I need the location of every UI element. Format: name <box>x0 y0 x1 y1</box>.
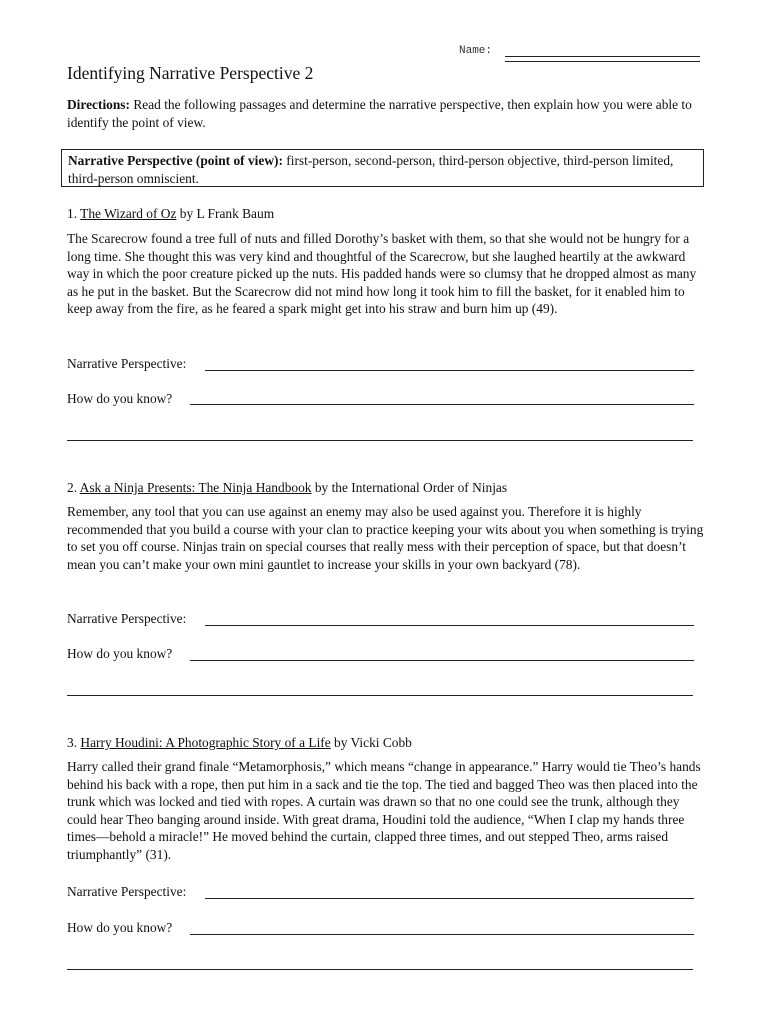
perspective-box-label: Narrative Perspective (point of view): <box>68 153 283 168</box>
question-2-perspective-label: Narrative Perspective: <box>67 611 187 626</box>
directions-text: Read the following passages and determine the narrative perspective, then explain how you were able to identify the point of view. <box>67 97 692 130</box>
directions-label: Directions: <box>67 97 130 112</box>
question-2-perspective-answer-line[interactable] <box>205 625 694 626</box>
question-3-how-label: How do you know? <box>67 920 173 935</box>
question-1-passage: The Scarecrow found a tree full of nuts and filled Dorothy’s basket with them, so that she would not be hungry for a long time. She thought this was very kind and thoughtful of the Scarecrow, but she laughed heartily at the awkward way in which the poor creature picked up the nuts. His padded hands were so clumsy that he dropped almost as many as he put in the basket. But the Scarecrow did not mind how long it took him to fill the basket, for it enabled him to keep away from the fire, as he feared a spark might get into his straw and burn him up (49). <box>67 231 697 317</box>
question-3-passage: Harry called their grand finale “Metamorphosis,” which means “change in appearance.” Harry would tie Theo’s hands behind his back with a rope, then put him in a sack and tie the top. The tied and bagged Theo was then placed into the trunk which was locked and tied with ropes. A curtain was drawn so that no one could see the trunk, although they could hear Theo banging around inside. With great drama, Houdini told the audience, “When I clap my hands three times—behold a miracle!” He moved behind the curtain, clapped three times, and out stepped Theo, arms raised triumphantly” (31). <box>67 759 701 862</box>
question-3-how-answer-line[interactable] <box>190 934 694 935</box>
book-title: The Wizard of Oz <box>80 206 177 221</box>
question-3-perspective-label: Narrative Perspective: <box>67 884 187 899</box>
question-3-title <box>67 734 412 752</box>
book-byline: by Vicki Cobb <box>330 735 412 750</box>
perspective-box-text: first-person, second-person, third-person objective, third-person limited, third-person omniscient. <box>68 153 674 186</box>
question-number: 1. <box>67 206 78 221</box>
question-3-extra-answer-line[interactable] <box>67 969 693 970</box>
question-1-perspective-answer-line[interactable] <box>205 370 694 371</box>
question-1-perspective-label: Narrative Perspective: <box>67 356 187 371</box>
directions <box>67 96 707 132</box>
question-2-passage: Remember, any tool that you can use against an enemy may also be used against you. Therefore it is highly recommended that you build a course with your clan to practice keeping your wits about you when something is trying to set you off course. Ninjas train on special courses that really mess with their perception of space, but that doesn’t mean you can’t make your own mini gauntlet to increase your skills in your own backyard (78). <box>67 504 704 572</box>
question-1-title <box>67 205 274 223</box>
book-byline: by the International Order of Ninjas <box>311 480 508 495</box>
name-field[interactable] <box>505 61 700 62</box>
question-1-extra-answer-line[interactable] <box>67 440 693 441</box>
question-2-title <box>67 479 507 497</box>
question-3-perspective-answer-line[interactable] <box>205 898 694 899</box>
name-line-upper <box>505 56 700 57</box>
page-title: Identifying Narrative Perspective 2 <box>67 63 314 83</box>
question-1-how-label: How do you know? <box>67 391 173 406</box>
question-1-how-answer-line[interactable] <box>190 404 694 405</box>
question-2-extra-answer-line[interactable] <box>67 695 693 696</box>
book-title: Ask a Ninja Presents: The Ninja Handbook <box>79 480 312 495</box>
perspective-box <box>61 149 704 187</box>
question-2-how-label: How do you know? <box>67 646 173 661</box>
name-label: Name: <box>459 45 493 57</box>
book-byline: by L Frank Baum <box>176 206 275 221</box>
question-number: 2. <box>67 480 78 495</box>
question-number: 3. <box>67 735 78 750</box>
question-2-how-answer-line[interactable] <box>190 660 694 661</box>
book-title: Harry Houdini: A Photographic Story of a Life <box>80 735 331 750</box>
